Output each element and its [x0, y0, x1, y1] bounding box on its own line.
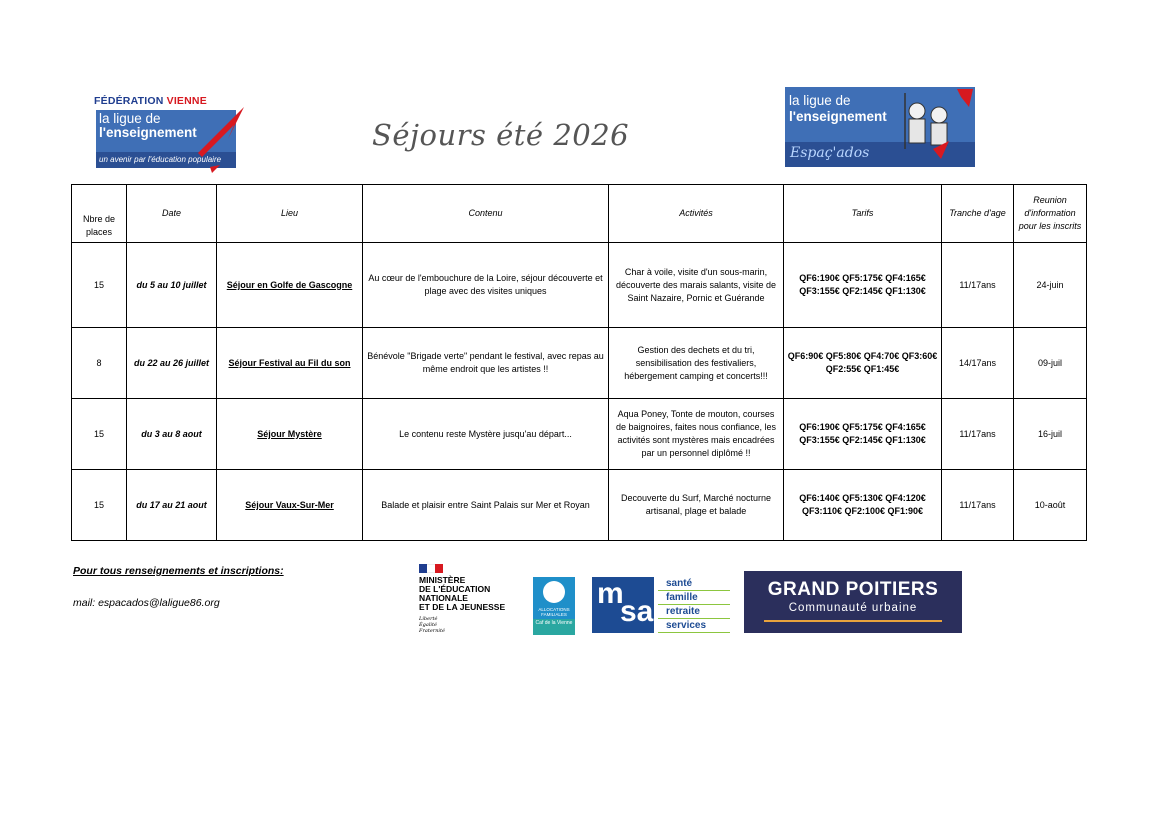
cell-places: 15 — [72, 470, 127, 541]
msa-word: famille — [658, 591, 730, 605]
tarifs-line1: QF6:190€ QF5:175€ QF4:165€ — [799, 422, 926, 432]
ligue-right-line1: la ligue de — [789, 93, 851, 108]
cell-tranche: 11/17ans — [942, 399, 1014, 470]
ligue-vienne-logo — [94, 93, 246, 173]
gp-subtitle: Communauté urbaine — [788, 602, 918, 614]
espace-ados-text: Espaç'ados — [790, 145, 870, 161]
cell-lieu: Séjour Mystère — [217, 399, 363, 470]
cell-reunion: 09-juil — [1014, 328, 1087, 399]
header-date: Date — [127, 185, 217, 243]
ligue-line2: l'enseignement — [99, 125, 197, 140]
cell-date: du 17 au 21 aout — [127, 470, 217, 541]
grand-poitiers-logo — [744, 571, 962, 633]
tarifs-line2: QF3:110€ QF2:100€ QF1:90€ — [801, 506, 924, 516]
cell-places: 8 — [72, 328, 127, 399]
gp-title: GRAND POITIERS — [767, 579, 939, 600]
ligue-right-line2: l'enseignement — [789, 109, 887, 124]
french-flag-icon — [419, 564, 443, 573]
cell-reunion: 24-juin — [1014, 243, 1087, 328]
msa-mark-icon: m sa — [592, 577, 654, 633]
header-tranche: Tranche d'age — [942, 185, 1014, 243]
cell-tarifs — [784, 243, 942, 328]
federation-text: FÉDÉRATION — [94, 95, 164, 107]
cell-tarifs — [784, 328, 942, 399]
caf-logo — [533, 577, 575, 635]
page-title: Séjours été 2026 — [372, 118, 630, 152]
msa-word: retraite — [658, 605, 730, 619]
cell-contenu: Bénévole "Brigade verte" pendant le festival, avec repas au même endroit que les artistes !! — [363, 328, 609, 399]
caf-emblem-icon — [543, 581, 565, 603]
tarifs-line2: QF3:155€ QF2:145€ QF1:130€ — [799, 435, 926, 445]
red-arrow-icon — [194, 107, 246, 173]
header-places: Nbre de places — [72, 185, 127, 243]
tarifs-line1: QF6:90€ QF5:80€ QF4:70€ QF3:60€ — [787, 351, 938, 361]
caf-text: ALLOCATIONS FAMILIALES — [538, 607, 570, 617]
msa-word: santé — [658, 577, 730, 591]
cartoon-figures-icon — [897, 89, 973, 165]
msa-words — [658, 577, 730, 633]
espace-ados-logo — [785, 87, 975, 167]
federation-label — [94, 95, 207, 107]
cell-contenu: Balade et plaisir entre Saint Palais sur Mer et Royan — [363, 470, 609, 541]
table-row — [72, 328, 1087, 399]
cell-lieu: Séjour en Golfe de Gascogne — [217, 243, 363, 328]
tarifs-line1: QF6:140€ QF5:130€ QF4:120€ — [799, 493, 926, 503]
ligue-line1: la ligue de — [99, 111, 161, 126]
cell-activites: Decouverte du Surf, Marché nocturne artisanal, plage et balade — [609, 470, 784, 541]
cell-tranche: 14/17ans — [942, 328, 1014, 399]
cell-activites: Aqua Poney, Tonte de mouton, courses de baignoires, faites nous confiance, les activités sont mystères mais encadrées par un personnel diplômé !! — [609, 399, 784, 470]
cell-activites: Gestion des dechets et du tri, sensibilisation des festivaliers, hébergement camping et concerts!!! — [609, 328, 784, 399]
cell-lieu: Séjour Festival au Fil du son — [217, 328, 363, 399]
ministere-name: MINISTÈRE DE L'ÉDUCATION NATIONALE ET DE LA JEUNESSE — [419, 575, 506, 612]
cell-tarifs — [784, 470, 942, 541]
cell-contenu: Au cœur de l'embouchure de la Loire, séjour découverte et plage avec des visites uniques — [363, 243, 609, 328]
header-reunion: Reunion d'information pour les inscrits — [1014, 185, 1087, 243]
cell-tranche: 11/17ans — [942, 243, 1014, 328]
cell-places: 15 — [72, 243, 127, 328]
gp-underline — [764, 620, 942, 622]
cell-date: du 22 au 26 juillet — [127, 328, 217, 399]
msa-logo — [592, 577, 732, 633]
cell-reunion: 16-juil — [1014, 399, 1087, 470]
cell-tarifs — [784, 399, 942, 470]
sejours-table — [71, 184, 1087, 541]
header-lieu: Lieu — [217, 185, 363, 243]
cell-date: du 3 au 8 aout — [127, 399, 217, 470]
table-row — [72, 470, 1087, 541]
caf-bottom-text: Caf de la Vienne — [533, 619, 575, 635]
vienne-text: VIENNE — [166, 95, 207, 107]
cell-contenu: Le contenu reste Mystère jusqu'au départ... — [363, 399, 609, 470]
info-heading: Pour tous renseignements et inscriptions: — [73, 565, 284, 577]
msa-word: services — [658, 619, 730, 633]
cell-date: du 5 au 10 juillet — [127, 243, 217, 328]
cell-activites: Char à voile, visite d'un sous-marin, découverte des marais salants, visite de Saint Nazaire, Pornic et Guérande — [609, 243, 784, 328]
ministere-logo — [408, 556, 520, 640]
cell-tranche: 11/17ans — [942, 470, 1014, 541]
header-activites: Activités — [609, 185, 784, 243]
tarifs-line1: QF6:190€ QF5:175€ QF4:165€ — [799, 273, 926, 283]
ministere-motto: Liberté Égalité Fraternité — [419, 616, 445, 634]
tarifs-line2: QF2:55€ QF1:45€ — [825, 364, 900, 374]
cell-reunion: 10-août — [1014, 470, 1087, 541]
cell-places: 15 — [72, 399, 127, 470]
ligue-tagline: un avenir par l'éducation populaire — [96, 152, 236, 168]
table-header-row — [72, 185, 1087, 243]
cell-lieu: Séjour Vaux-Sur-Mer — [217, 470, 363, 541]
table-row — [72, 243, 1087, 328]
tarifs-line2: QF3:155€ QF2:145€ QF1:130€ — [799, 286, 926, 296]
header-contenu: Contenu — [363, 185, 609, 243]
table-row — [72, 399, 1087, 470]
contact-email[interactable]: mail: espacados@laligue86.org — [73, 597, 220, 609]
header-tarifs: Tarifs — [784, 185, 942, 243]
